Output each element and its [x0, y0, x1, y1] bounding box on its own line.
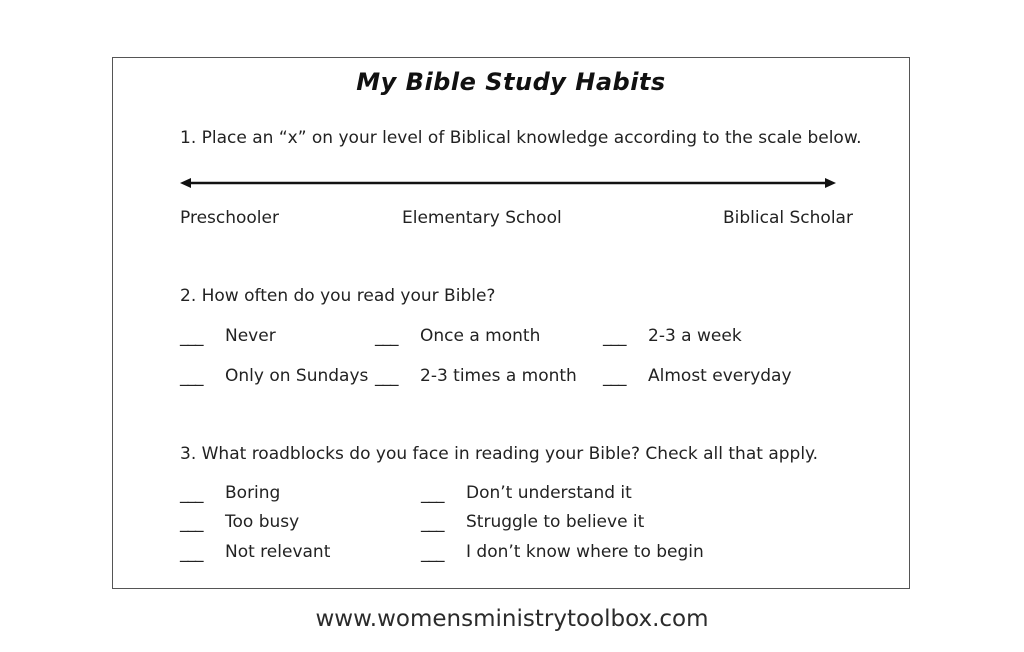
- option-too-busy: Too busy: [225, 512, 300, 532]
- scale-right-arrowhead-icon: [825, 178, 836, 188]
- answer-blank[interactable]: ___: [180, 513, 203, 533]
- scale-left-arrowhead-icon: [180, 178, 191, 188]
- answer-blank[interactable]: ___: [603, 367, 626, 387]
- answer-blank[interactable]: ___: [180, 367, 203, 387]
- option-2-3-a-week: 2-3 a week: [648, 326, 742, 346]
- answer-blank[interactable]: ___: [421, 543, 444, 563]
- answer-blank[interactable]: ___: [180, 327, 203, 347]
- option-only-on-sundays: Only on Sundays: [225, 366, 369, 386]
- option-boring: Boring: [225, 483, 281, 503]
- answer-blank[interactable]: ___: [375, 327, 398, 347]
- option-dont-understand: Don’t understand it: [466, 483, 632, 503]
- option-once-a-month: Once a month: [420, 326, 541, 346]
- answer-blank[interactable]: ___: [421, 484, 444, 504]
- option-almost-everyday: Almost everyday: [648, 366, 792, 386]
- worksheet-card: [112, 57, 910, 589]
- answer-blank[interactable]: ___: [421, 513, 444, 533]
- worksheet-title: My Bible Study Habits: [356, 68, 666, 96]
- answer-blank[interactable]: ___: [180, 484, 203, 504]
- question-2: 2. How often do you read your Bible?: [180, 286, 496, 306]
- answer-blank[interactable]: ___: [375, 367, 398, 387]
- option-not-relevant: Not relevant: [225, 542, 331, 562]
- option-struggle-to-believe: Struggle to believe it: [466, 512, 645, 532]
- question-3: 3. What roadblocks do you face in reading your Bible? Check all that apply.: [180, 444, 819, 464]
- question-1: 1. Place an “x” on your level of Biblical knowledge according to the scale below.: [180, 128, 862, 148]
- answer-blank[interactable]: ___: [180, 543, 203, 563]
- footer-url: www.womensministrytoolbox.com: [315, 606, 709, 632]
- scale-label-scholar: Biblical Scholar: [723, 208, 853, 228]
- scale-label-elementary: Elementary School: [402, 208, 562, 228]
- option-never: Never: [225, 326, 276, 346]
- option-2-3-times-a-month: 2-3 times a month: [420, 366, 577, 386]
- option-dont-know-where-to-begin: I don’t know where to begin: [466, 542, 704, 562]
- knowledge-scale-arrow[interactable]: [180, 174, 836, 192]
- answer-blank[interactable]: ___: [603, 327, 626, 347]
- scale-label-preschooler: Preschooler: [180, 208, 279, 228]
